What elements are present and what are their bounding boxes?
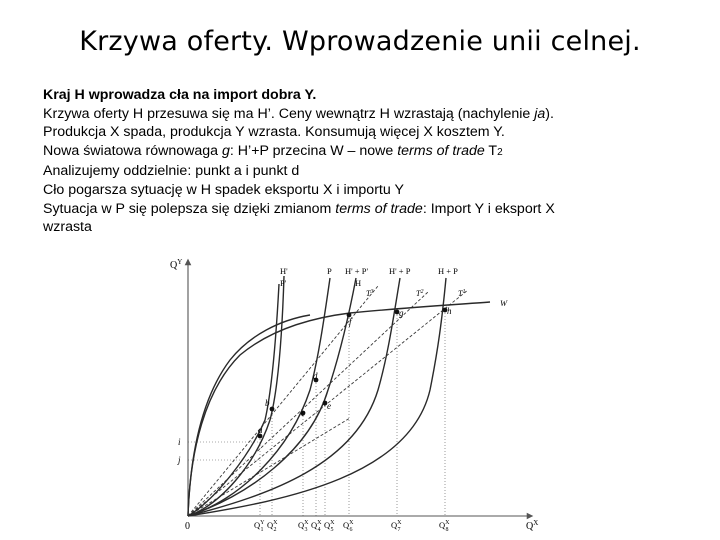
label-curve-p: P bbox=[327, 266, 332, 276]
text-line-4-em: g bbox=[222, 142, 230, 159]
text-line-2 bbox=[43, 105, 703, 124]
text-line-4-pre: Nowa światowa równowaga bbox=[43, 142, 223, 159]
label-h: h bbox=[447, 306, 452, 316]
text-line-8: wzrasta bbox=[43, 219, 92, 236]
text-line-7-pre: Sytuacja w P się polepsza się dzięki zmianom bbox=[43, 200, 336, 217]
text-line-4-sub: 2 bbox=[497, 146, 503, 158]
label-e: e bbox=[327, 401, 331, 411]
x-tick-1: $Q^Y$ 1 bbox=[254, 520, 265, 533]
text-line-7-post: : Import Y i eksport X bbox=[422, 200, 555, 217]
y-tick-j: j bbox=[178, 455, 181, 465]
text-line-3: Produkcja X spada, produkcja Y wzrasta. Konsumują więcej X kosztem Y. bbox=[43, 124, 505, 141]
text-line-7-em: terms of trade bbox=[335, 200, 423, 217]
origin-label: 0 bbox=[185, 521, 190, 532]
curve-h-prime-plus-p-prime bbox=[188, 278, 356, 516]
text-line-4-em2: terms of trade bbox=[397, 142, 485, 159]
label-curve-w: W bbox=[500, 298, 508, 308]
label-f: f bbox=[349, 317, 352, 327]
text-line-7 bbox=[43, 200, 703, 219]
body-text bbox=[43, 86, 703, 237]
label-c: c bbox=[301, 408, 305, 418]
slide-title: Krzywa oferty. Wprowadzenie unii celnej. bbox=[79, 26, 641, 57]
label-t2: $T^2$ bbox=[416, 289, 424, 298]
x-tick-3: $Q^X$ 3 bbox=[298, 520, 309, 533]
label-a: a bbox=[258, 425, 263, 435]
x-tick-5: $Q^X$ 5 bbox=[324, 520, 335, 533]
label-curve-h-prime-plus-p-prime: H' + P' bbox=[345, 266, 368, 276]
label-d: d bbox=[313, 371, 318, 381]
text-line-2-pre: Krzywa oferty H przesuwa się ma H’. Ceny wewnątrz H wzrastają (nachylenie bbox=[43, 105, 535, 122]
y-axis-label: $Q^Y$ bbox=[170, 258, 183, 271]
label-b: b bbox=[265, 398, 270, 408]
label-curve-p-prime: P' bbox=[280, 278, 287, 288]
offer-curve-diagram bbox=[160, 250, 550, 535]
y-tick-i: i bbox=[178, 437, 181, 447]
label-g: g bbox=[399, 308, 404, 318]
label-curve-h-prime-plus-p: H' + P bbox=[389, 266, 411, 276]
text-line-4 bbox=[43, 142, 703, 163]
curve-lower-bow bbox=[188, 315, 310, 516]
point-b bbox=[270, 407, 275, 412]
label-t1: $T^1$ bbox=[458, 289, 466, 298]
x-tick-7: $Q^X$ 7 bbox=[391, 520, 402, 533]
text-line-4-mid: : H’+P przecina W – nowe bbox=[229, 142, 398, 159]
x-tick-4: $Q^X$ 4 bbox=[311, 520, 322, 533]
x-tick-2: $Q^X$ 2 bbox=[267, 520, 278, 533]
text-line-2-em: ja bbox=[534, 105, 546, 122]
text-line-4-post: T bbox=[484, 142, 498, 159]
text-line-1: Kraj H wprowadza cła na import dobra Y. bbox=[43, 87, 317, 103]
x-tick-6: $Q^X$ 6 bbox=[343, 520, 354, 533]
text-line-2-post: ). bbox=[545, 105, 554, 122]
text-line-6: Cło pogarsza sytuację w H spadek eksportu X i importu Y bbox=[43, 181, 404, 198]
label-curve-h-under: H bbox=[355, 278, 362, 288]
x-tick-8: $Q^X$ 8 bbox=[439, 520, 450, 533]
curve-h-prime-plus-p bbox=[188, 278, 400, 516]
label-curve-h-plus-p: H + P bbox=[438, 266, 458, 276]
text-line-5: Analizujemy oddzielnie: punkt a i punkt d bbox=[43, 163, 300, 180]
label-t3: $T^3$ bbox=[366, 289, 374, 298]
x-axis-label: $Q^X$ bbox=[526, 519, 539, 532]
label-curve-h-prime: H' bbox=[280, 266, 288, 276]
